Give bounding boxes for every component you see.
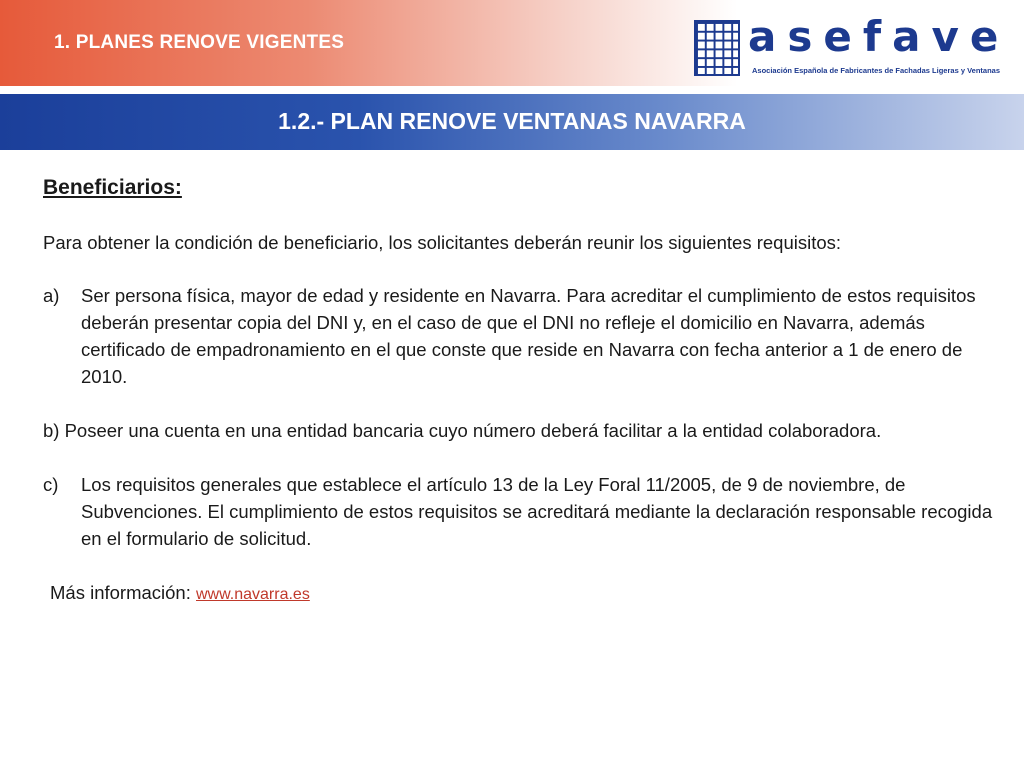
beneficiaries-heading: Beneficiarios: (43, 176, 182, 199)
navarra-link[interactable]: www.navarra.es (196, 586, 310, 603)
asefave-logo (694, 12, 1010, 78)
logo-wordmark: asefave (748, 12, 1010, 61)
slide-content (43, 174, 993, 608)
slide-title: 1.2.- PLAN RENOVE VENTANAS NAVARRA (278, 108, 746, 134)
item-text: Poseer una cuenta en una entidad bancaria cuyo número deberá facilitar a la entidad colaboradora. (64, 420, 882, 441)
intro-paragraph: Para obtener la condición de beneficiario, los solicitantes deberán reunir los siguientes requisitos: (43, 232, 842, 253)
more-info (50, 579, 993, 608)
item-marker: b) (43, 420, 60, 441)
requirement-item-c (43, 471, 993, 552)
top-banner (0, 0, 1024, 86)
requirement-item-a (43, 282, 993, 390)
item-marker: c) (43, 474, 59, 495)
logo-tagline: Asociación Española de Fabricantes de Fachadas Ligeras y Ventanas (752, 66, 1001, 75)
more-info-label: Más información: (50, 582, 191, 603)
item-text: Los requisitos generales que establece el artículo 13 de la Ley Foral 11/2005, de 9 de noviembre, de Subvenciones. El cumplimiento de estos requisitos se acreditará mediante la declaración responsable recogida en el formulario de solicitud. (81, 474, 993, 549)
title-banner (0, 94, 1024, 150)
requirement-item-b (43, 417, 993, 444)
section-title: 1. PLANES RENOVE VIGENTES (54, 32, 345, 53)
item-marker: a) (43, 285, 60, 306)
item-text: Ser persona física, mayor de edad y residente en Navarra. Para acreditar el cumplimiento de estos requisitos deberán presentar copia del DNI y, en el caso de que el DNI no refleje el domicilio en Navarra, además certificado de empadronamiento en el que conste que reside en Navarra con fecha anterior a 1 de enero de 2010. (81, 285, 976, 387)
window-grid-icon (694, 20, 740, 76)
